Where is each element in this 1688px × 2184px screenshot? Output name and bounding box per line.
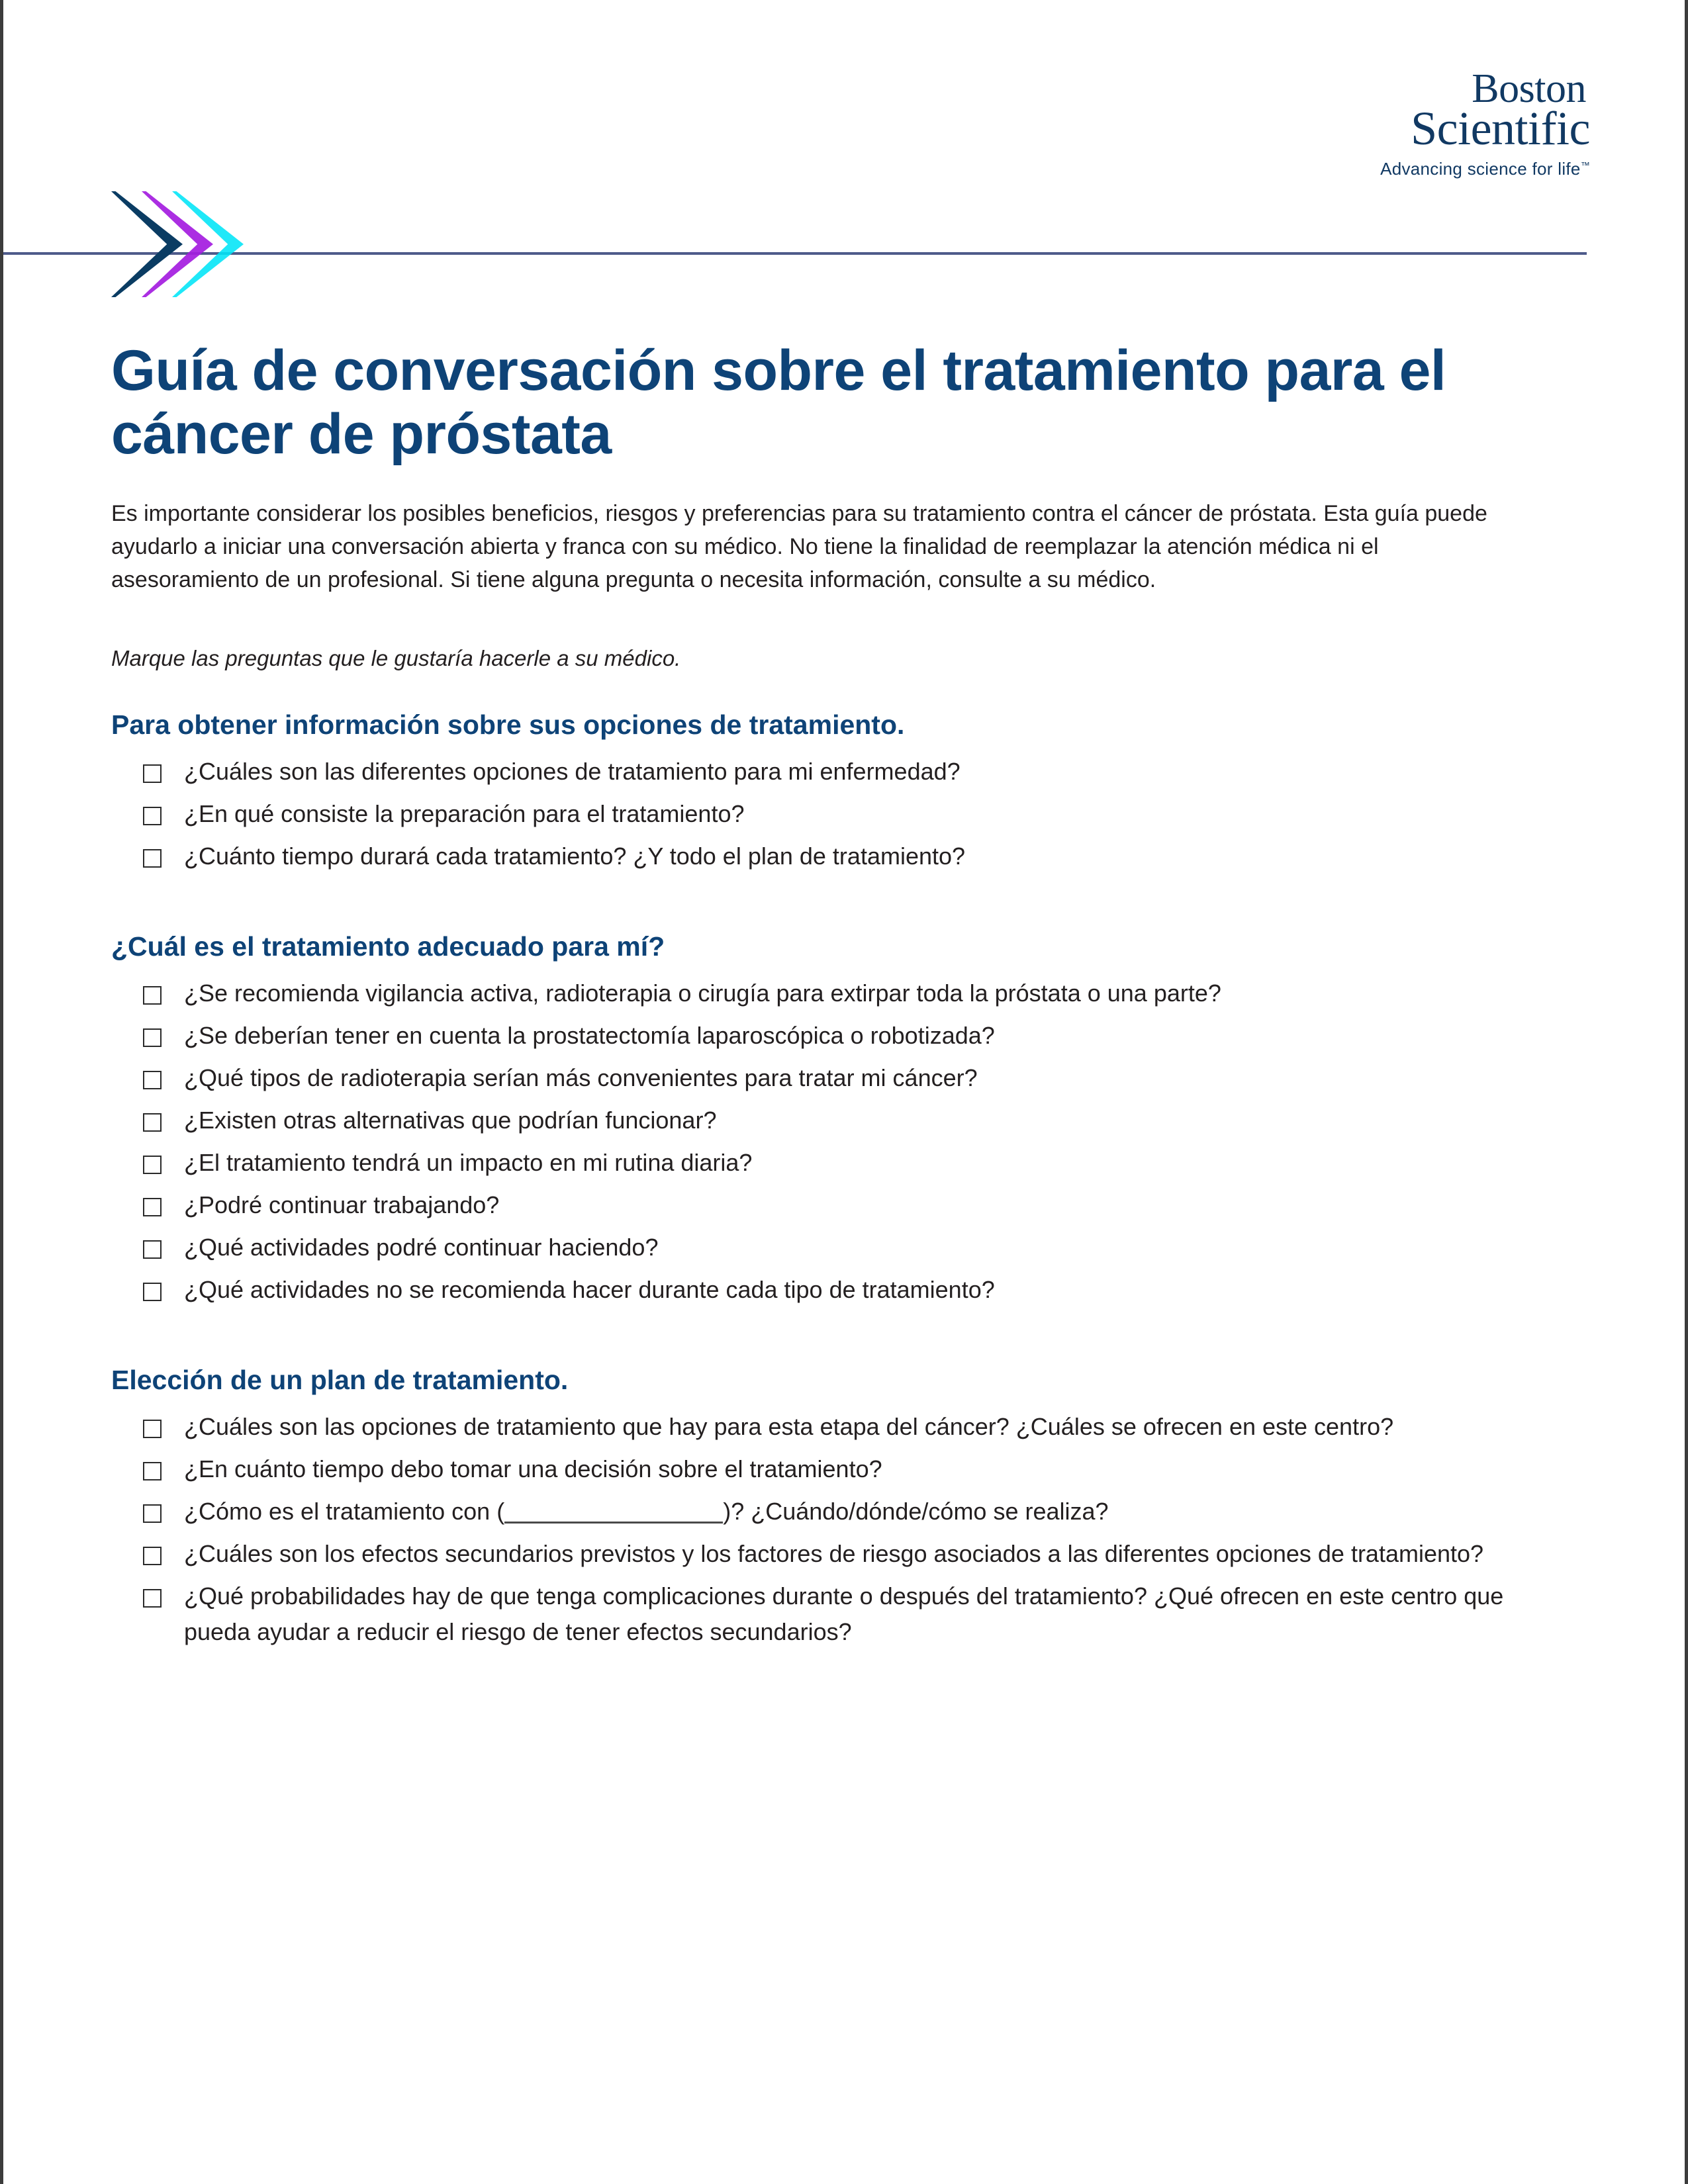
question-text: ¿Podré continuar trabajando? (184, 1191, 500, 1219)
question-item[interactable] (111, 1494, 1581, 1529)
question-text: ¿Qué actividades no se recomienda hacer durante cada tipo de tratamiento? (184, 1276, 995, 1304)
page-border-right (1685, 0, 1688, 2184)
logo-tagline (1312, 160, 1590, 177)
question-text: ¿En cuánto tiempo debo tomar una decisión sobre el tratamiento? (184, 1455, 882, 1483)
checkbox-icon[interactable] (143, 849, 162, 868)
checkbox-icon[interactable] (143, 1113, 162, 1132)
question-list (111, 1409, 1581, 1650)
page-border-left (0, 0, 3, 2184)
question-item[interactable] (111, 1536, 1581, 1572)
question-item[interactable] (111, 1060, 1581, 1096)
checkbox-icon[interactable] (143, 986, 162, 1005)
question-text: ¿Cuáles son las opciones de tratamiento que hay para esta etapa del cáncer? ¿Cuáles se ofrecen en este centro? (184, 1413, 1394, 1441)
logo-tagline-text: Advancing science for life (1380, 158, 1581, 179)
question-text: ¿El tratamiento tendrá un impacto en mi rutina diaria? (184, 1149, 753, 1177)
logo-word-boston: Boston (1472, 66, 1586, 111)
question-item[interactable] (111, 796, 1581, 832)
checkbox-icon[interactable] (143, 807, 162, 825)
question-text: ¿Se deberían tener en cuenta la prostatectomía laparoscópica o robotizada? (184, 1022, 995, 1050)
question-item[interactable] (111, 1578, 1581, 1650)
boston-scientific-logo (1312, 66, 1590, 179)
question-text: ¿Cuáles son las diferentes opciones de tratamiento para mi enfermedad? (184, 757, 961, 785)
question-item[interactable] (111, 839, 1581, 874)
question-item[interactable] (111, 1187, 1581, 1223)
logo-word-scientific: Scientific (1411, 102, 1590, 156)
checkbox-icon[interactable] (143, 764, 162, 783)
question-item[interactable] (111, 754, 1581, 790)
question-item[interactable] (111, 976, 1581, 1011)
checkbox-icon[interactable] (143, 1156, 162, 1174)
checkbox-icon[interactable] (143, 1589, 162, 1608)
chevron-navy-icon (111, 191, 183, 297)
question-item[interactable] (111, 1451, 1581, 1487)
question-text: ¿Qué probabilidades hay de que tenga complicaciones durante o después del tratamiento? ¿Qué ofrecen en este centro que pueda ayudar a reducir el riesgo de tener efectos secundarios? (184, 1582, 1504, 1646)
checkbox-icon[interactable] (143, 1462, 162, 1480)
question-text: ¿Qué tipos de radioterapia serían más convenientes para tratar mi cáncer? (184, 1064, 978, 1092)
checkbox-icon[interactable] (143, 1240, 162, 1259)
checkbox-icon[interactable] (143, 1028, 162, 1047)
chevron-logo-mark (111, 191, 250, 297)
question-text-before-blank: ¿Cómo es el tratamiento con ( (184, 1498, 505, 1525)
section-heading: Para obtener información sobre sus opciones de tratamiento. (111, 709, 905, 740)
question-item[interactable] (111, 1230, 1581, 1265)
question-text-after-blank: )? ¿Cuándo/dónde/cómo se realiza? (723, 1498, 1109, 1525)
checkbox-icon[interactable] (143, 1547, 162, 1565)
checkbox-icon[interactable] (143, 1283, 162, 1301)
question-section (111, 1363, 1581, 1650)
question-section (111, 930, 1581, 1308)
checkbox-icon[interactable] (143, 1198, 162, 1216)
question-list (111, 754, 1581, 874)
question-text: ¿Se recomienda vigilancia activa, radioterapia o cirugía para extirpar toda la próstata o una parte? (184, 979, 1221, 1007)
question-text: ¿Existen otras alternativas que podrían funcionar? (184, 1107, 717, 1134)
question-text: ¿Cuánto tiempo durará cada tratamiento? ¿Y todo el plan de tratamiento? (184, 842, 966, 870)
section-heading: Elección de un plan de tratamiento. (111, 1365, 569, 1396)
question-item[interactable] (111, 1145, 1581, 1181)
checkbox-icon[interactable] (143, 1504, 162, 1523)
sections-container (111, 708, 1581, 1651)
intro-paragraph (111, 497, 1515, 597)
question-text: ¿Cuáles son los efectos secundarios previstos y los factores de riesgo asociados a las diferentes opciones de tratamiento? (184, 1540, 1484, 1568)
fill-in-blank-field[interactable] (504, 1504, 723, 1524)
question-section (111, 708, 1581, 874)
question-item[interactable] (111, 1018, 1581, 1054)
checkbox-icon[interactable] (143, 1420, 162, 1438)
question-item[interactable] (111, 1103, 1581, 1138)
question-text: ¿Qué actividades podré continuar haciendo? (184, 1234, 659, 1261)
page-title: Guía de conversación sobre el tratamiento para el cáncer de próstata (111, 339, 1446, 467)
trademark-icon: ™ (1580, 159, 1590, 170)
question-item[interactable] (111, 1272, 1581, 1308)
question-text (184, 1494, 1109, 1529)
instruction-note: Marque las preguntas que le gustaría hacerle a su médico. (111, 645, 681, 670)
intro-text: Es importante considerar los posibles beneficios, riesgos y preferencias para su tratamiento contra el cáncer de próstata. Esta guía puede ayudarlo a iniciar una conversación abierta y franca con su médico. No tiene la finalidad de reemplazar la atención médica ni el asesoramiento de un profesional. Si tiene alguna pregunta o necesita información, consulte a su médico. (111, 500, 1487, 593)
question-list (111, 976, 1581, 1308)
question-item[interactable] (111, 1409, 1581, 1445)
checkbox-icon[interactable] (143, 1071, 162, 1089)
section-heading: ¿Cuál es el tratamiento adecuado para mí? (111, 931, 665, 962)
question-text: ¿En qué consiste la preparación para el tratamiento? (184, 799, 745, 827)
document-content (111, 339, 1581, 1657)
